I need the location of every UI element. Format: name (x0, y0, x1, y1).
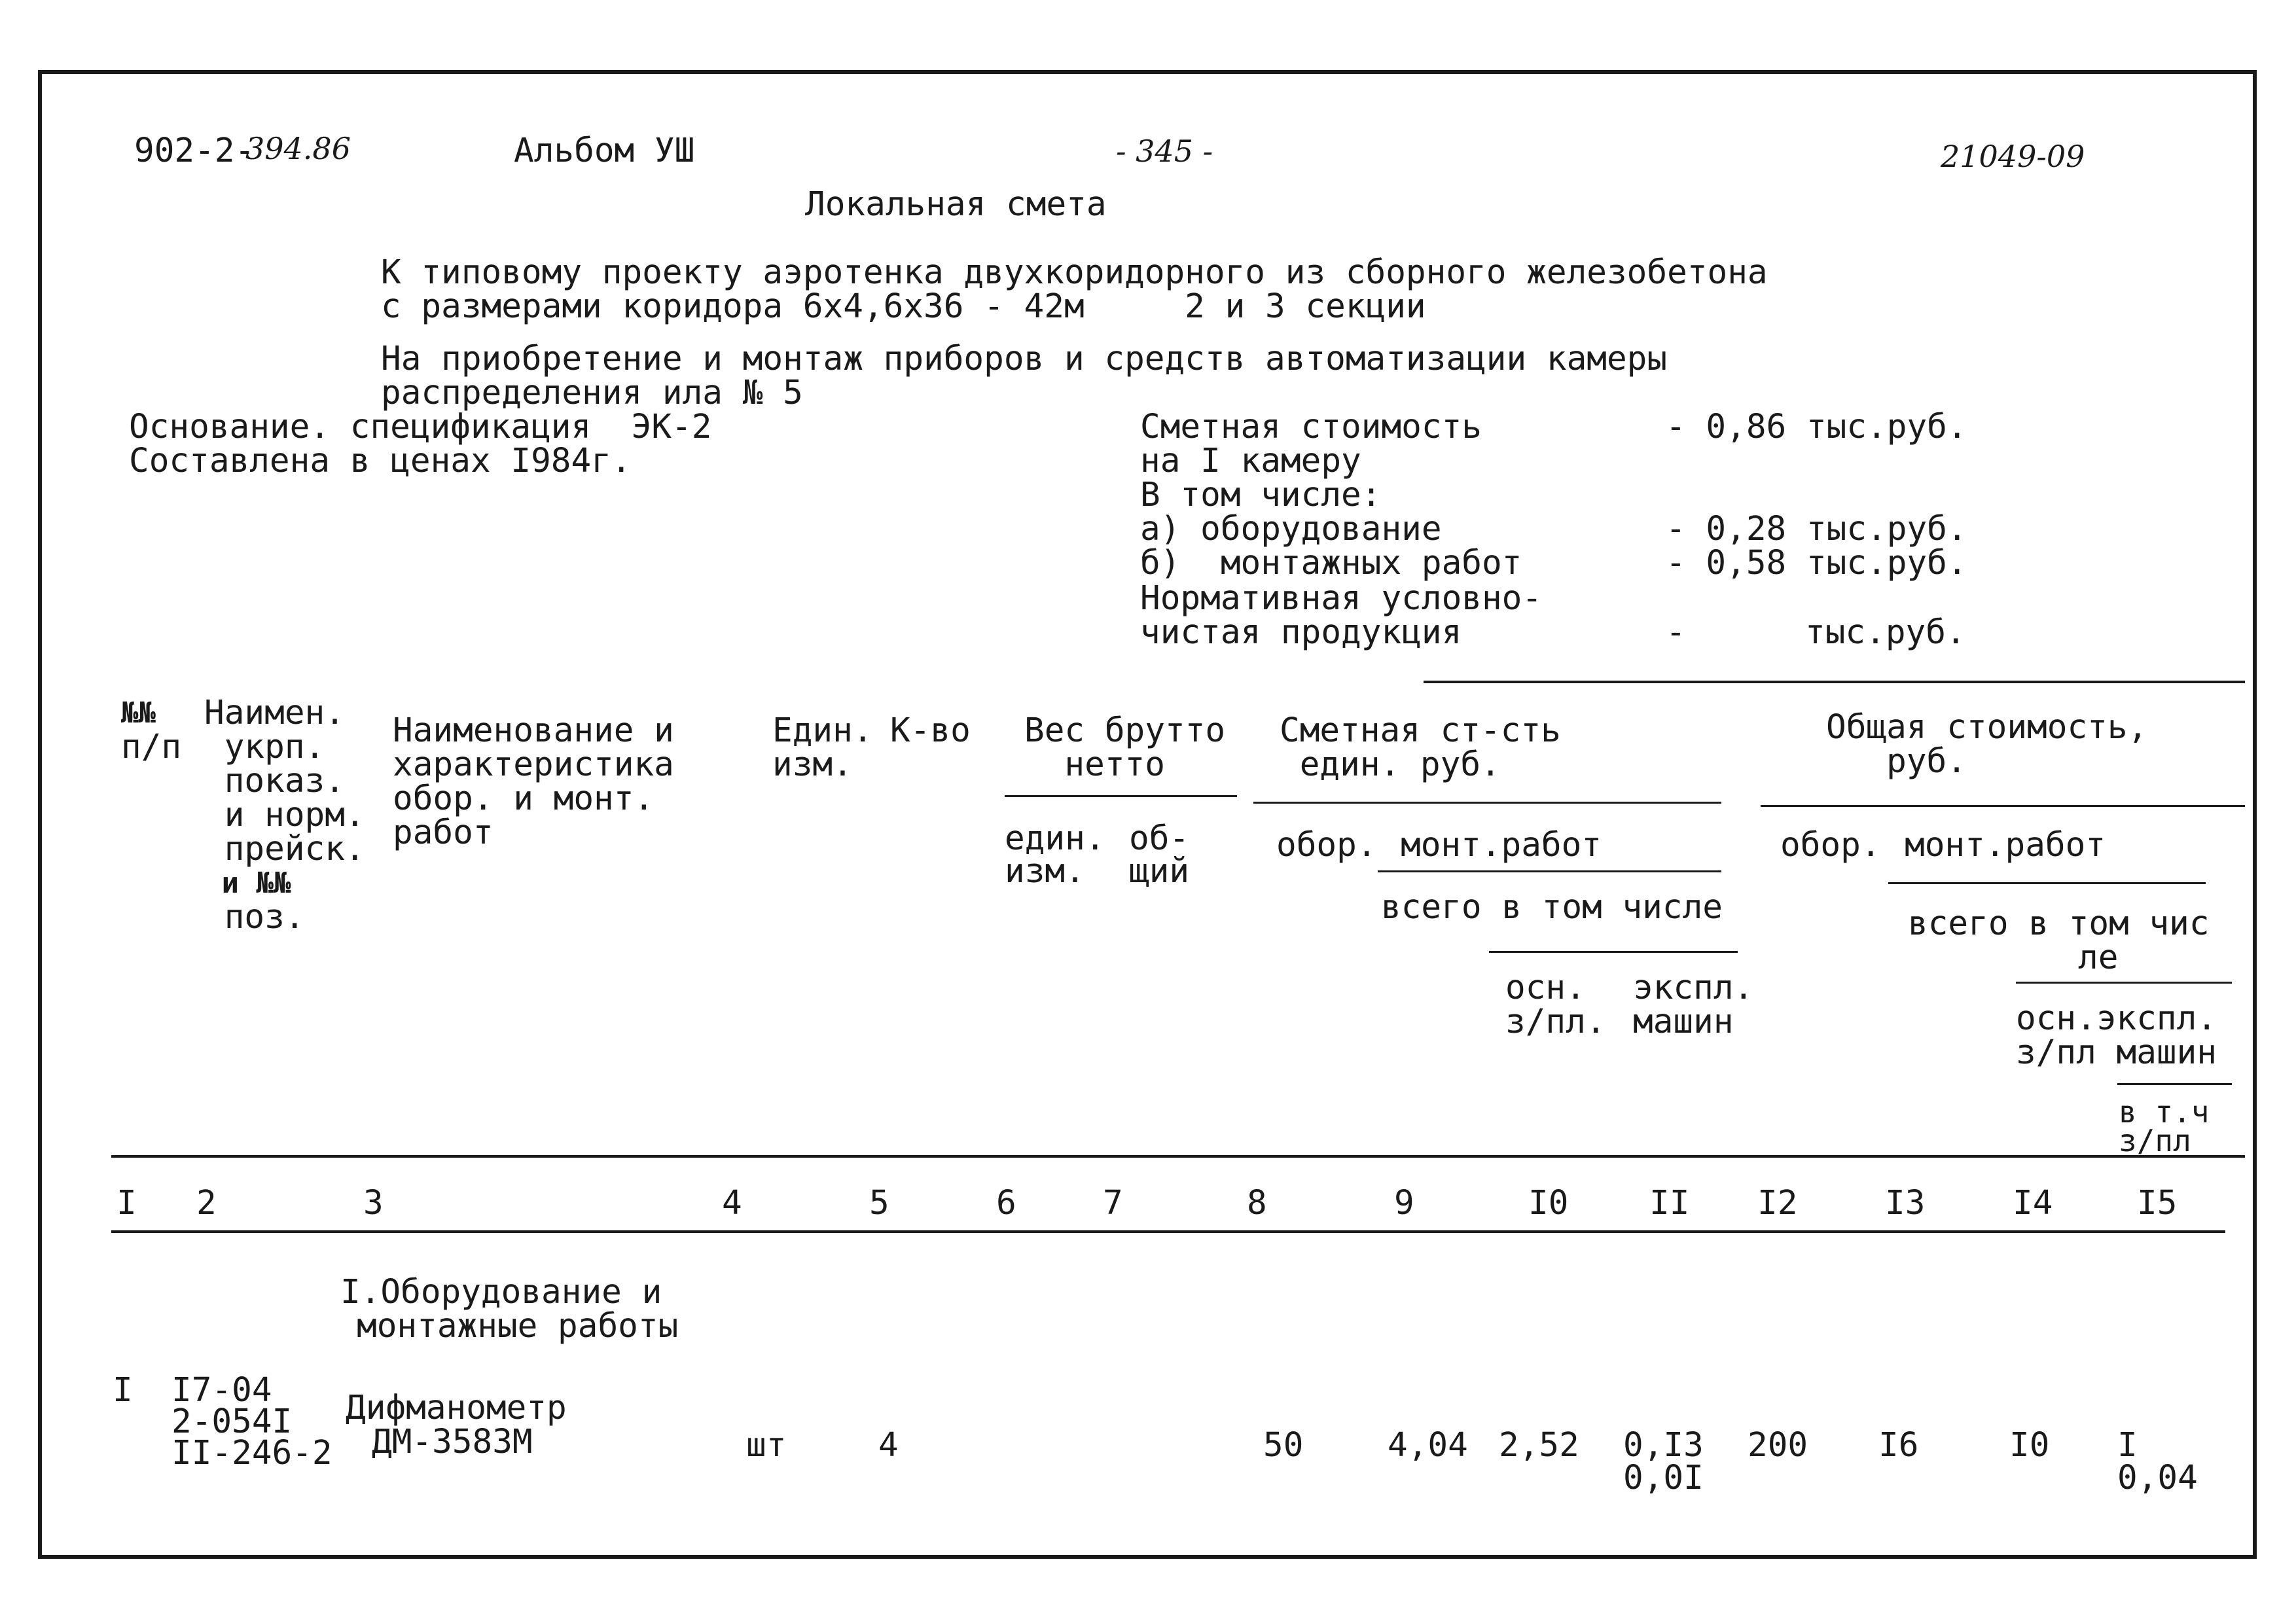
row-1-col-14: I0 (2009, 1426, 2050, 1465)
project-code: 902-2- (134, 132, 255, 170)
col-number-7: 7 (1103, 1184, 1123, 1222)
cost-equipment-value: - 0,28 тыс.руб. (1666, 510, 1967, 548)
col-5-header: К-во (890, 711, 971, 750)
col-2-header-5: прейск. (204, 830, 365, 868)
total-all-incl-b: ле (2078, 938, 2119, 977)
col-1-header-b: п/п (121, 728, 182, 766)
total-cost-header-1: Общая стоимость, (1826, 708, 2148, 747)
project-code-handwritten: 394.86 (245, 131, 351, 166)
row-1-col-13: I6 (1878, 1426, 1919, 1465)
row-1-qty: 4 (878, 1426, 899, 1465)
unit-cost-header-2: един. руб. (1280, 745, 1501, 784)
col-number-13: I3 (1885, 1184, 1926, 1222)
col-2-header-7: поз. (204, 898, 305, 936)
weight-header-2: нетто (1024, 745, 1165, 784)
col-3-header-2: характеристика (393, 745, 674, 784)
col-number-14: I4 (2013, 1184, 2053, 1222)
total-cost-header-2: руб. (1826, 742, 1967, 781)
col-3-header-3: обор. и монт. (393, 779, 655, 818)
row-1-col-11b: 0,0I (1623, 1459, 1704, 1497)
weight-unit-1: един. (1005, 819, 1105, 858)
incl-rule-2 (2016, 982, 2232, 984)
col-2-header-6: и №№ (204, 866, 291, 900)
wage-rule (2117, 1083, 2232, 1085)
col-2-header-4: и норм. (204, 796, 365, 834)
unit-base-wage-1: осн. (1505, 969, 1586, 1007)
cost-equipment-label: а) оборудование (1140, 510, 1442, 548)
total-cost-rule (1761, 805, 2245, 807)
col-number-8: 8 (1247, 1184, 1267, 1222)
row-1-col-15b: 0,04 (2117, 1459, 2198, 1497)
row-1-code-1: I7-04 (171, 1371, 272, 1410)
total-base-machines-1: осн.экспл. (2016, 999, 2217, 1038)
row-1-col-9: 4,04 (1388, 1426, 1468, 1465)
section-title-1: I.Оборудование и (340, 1273, 662, 1311)
weight-unit-2: изм. (1005, 852, 1085, 891)
col-3-header-1: Наименование и (393, 711, 674, 750)
col-number-9: 9 (1394, 1184, 1414, 1222)
total-all-incl-a: всего в том чис (1908, 904, 2210, 943)
header-bottom-rule (111, 1155, 2245, 1158)
cost-mounting-value: - 0,58 тыс.руб. (1666, 544, 1967, 582)
row-1-number: I (113, 1371, 133, 1410)
unit-machines-1: экспл. (1633, 969, 1754, 1007)
row-1-code-3: II-246-2 (171, 1434, 332, 1472)
document-number: 21049-09 (1941, 139, 2085, 174)
row-1-col-11a: 0,I3 (1623, 1426, 1704, 1465)
weight-total-1: об- (1129, 819, 1190, 858)
subject-line-3: На приобретение и монтаж приборов и средств автоматизации камеры (381, 340, 1668, 378)
weight-header-1: Вес брутто (1024, 711, 1226, 750)
basis-line-1: Основание. спецификация ЭК-2 (129, 408, 712, 446)
unit-cost-rule (1253, 802, 1721, 804)
col-number-3: 3 (363, 1184, 384, 1222)
total-equip-header: обор. (1780, 826, 1881, 865)
row-1-col-8: 50 (1263, 1426, 1304, 1465)
incl-wage-2: з/пл (2119, 1123, 2191, 1158)
col-number-6: 6 (996, 1184, 1016, 1222)
incl-wage-1: в т.ч (2119, 1094, 2210, 1130)
cost-label-1: Сметная стоимость (1140, 408, 1482, 446)
col-number-4: 4 (722, 1184, 742, 1222)
normative-dash: - (1666, 613, 1686, 652)
col-2-header-2: укрп. (204, 728, 325, 766)
mount-rule-2 (1888, 882, 2206, 884)
unit-equip-header: обор. (1276, 826, 1377, 865)
album-label: Альбом УШ (514, 132, 695, 170)
col-number-5: 5 (869, 1184, 889, 1222)
total-base-machines-2: з/пл машин (2016, 1033, 2217, 1072)
normative-line-1: Нормативная условно- (1140, 579, 1543, 618)
normative-unit: тыс.руб. (1805, 613, 1966, 652)
weight-rule (1005, 795, 1237, 797)
cost-total-value: - 0,86 тыс.руб. (1666, 408, 1967, 446)
table-top-rule (1424, 681, 2245, 683)
col-number-11: II (1649, 1184, 1690, 1222)
col-number-1: I (117, 1184, 137, 1222)
mount-rule (1378, 870, 1721, 872)
subject-line-1: К типовому проекту аэротенка двухкоридорного из сборного железобетона (381, 253, 1768, 292)
col-number-12: I2 (1757, 1184, 1798, 1222)
col-4-header-1: Един. (772, 711, 873, 750)
unit-base-wage-2: з/пл. (1505, 1003, 1606, 1041)
col-2-header-3: показ. (204, 762, 345, 800)
weight-total-2: щий (1129, 852, 1190, 891)
row-1-name-2: ДМ-3583М (372, 1423, 533, 1461)
incl-rule (1489, 951, 1738, 953)
row-1-unit: шт (746, 1426, 787, 1465)
subject-line-4: распределения ила № 5 (381, 374, 803, 412)
col-number-15: I5 (2137, 1184, 2178, 1222)
subject-line-2: с размерами коридора 6х4,6х36 - 42м 2 и 3 секции (381, 287, 1426, 326)
page-number: - 345 - (1116, 134, 1213, 169)
cost-label-2: на I камеру (1140, 442, 1361, 480)
cost-including: В том числе: (1140, 476, 1382, 514)
row-1-name-1: Дифманометр (346, 1389, 567, 1427)
unit-all-incl-header: всего в том числе (1381, 888, 1723, 927)
row-1-col-15a: I (2117, 1426, 2138, 1465)
col-3-header-4: работ (393, 813, 493, 852)
unit-machines-2: машин (1633, 1003, 1734, 1041)
col-number-10: I0 (1528, 1184, 1569, 1222)
basis-line-2: Составлена в ценах I984г. (129, 442, 632, 480)
page-title: Локальная смета (805, 185, 1107, 224)
row-1-col-12: 200 (1748, 1426, 1808, 1465)
row-1-col-10: 2,52 (1499, 1426, 1579, 1465)
col-1-header-a: №№ (121, 696, 156, 730)
col-number-rule (111, 1230, 2225, 1233)
col-4-header-2: изм. (772, 745, 853, 784)
col-number-2: 2 (196, 1184, 217, 1222)
normative-line-2: чистая продукция (1140, 613, 1462, 652)
col-2-header-1: Наимен. (204, 694, 345, 732)
total-mount-header: монт.работ (1905, 826, 2106, 865)
unit-mount-header: монт.работ (1401, 826, 1602, 865)
cost-mounting-label: б) монтажных работ (1140, 544, 1522, 582)
row-1-code-2: 2-054I (171, 1402, 293, 1441)
section-title-2: монтажные работы (357, 1307, 679, 1346)
unit-cost-header-1: Сметная ст-сть (1280, 711, 1561, 750)
